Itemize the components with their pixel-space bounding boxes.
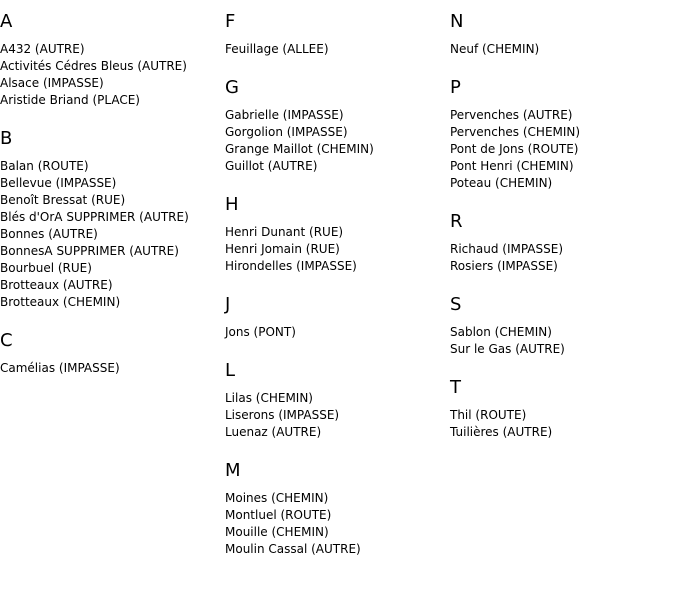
letter-group [225,360,450,441]
street-link[interactable]: Pervenches (AUTRE) [450,108,573,122]
letter-heading: S [450,294,462,315]
letter-group [450,11,675,58]
street-link[interactable]: Activités Cédres Bleus (AUTRE) [0,59,187,73]
street-list [225,324,450,341]
street-list [225,41,450,58]
group-spacer [225,341,450,360]
street-list [0,41,225,109]
group-spacer [225,58,450,77]
street-link[interactable]: Sur le Gas (AUTRE) [450,342,565,356]
street-link[interactable]: Balan (ROUTE) [0,159,89,173]
group-spacer [450,58,675,77]
letter-group [450,211,675,275]
street-link[interactable]: Lilas (CHEMIN) [225,391,313,405]
street-list [450,41,675,58]
letter-heading: L [225,360,236,381]
street-link[interactable]: Aristide Briand (PLACE) [0,93,140,107]
street-link[interactable]: BonnesA SUPPRIMER (AUTRE) [0,244,179,258]
street-link[interactable]: Jons (PONT) [225,325,296,339]
street-link[interactable]: Blés d'OrA SUPPRIMER (AUTRE) [0,210,189,224]
letter-group [225,194,450,275]
street-link[interactable]: Feuillage (ALLEE) [225,42,329,56]
street-list [0,158,225,311]
street-list [225,107,450,175]
letter-group [0,330,225,377]
group-spacer [450,275,675,294]
letter-group [225,294,450,341]
street-link[interactable]: Bonnes (AUTRE) [0,227,98,241]
street-link[interactable]: Tuilières (AUTRE) [450,425,553,439]
street-link[interactable]: Pont Henri (CHEMIN) [450,159,574,173]
letter-heading: G [225,77,239,98]
street-link[interactable]: Poteau (CHEMIN) [450,176,553,190]
street-link[interactable]: Bellevue (IMPASSE) [0,176,117,190]
letter-heading: N [450,11,464,32]
letter-heading: C [0,330,13,351]
street-link[interactable]: Benoît Bressat (RUE) [0,193,126,207]
letter-group [225,460,450,558]
letter-heading: T [450,377,461,398]
letter-heading: A [0,11,13,32]
street-link[interactable]: Pont de Jons (ROUTE) [450,142,579,156]
street-link[interactable]: Moulin Cassal (AUTRE) [225,542,361,556]
letter-group [0,128,225,311]
letter-heading: R [450,211,463,232]
letter-group [225,77,450,175]
street-link[interactable]: Gorgolion (IMPASSE) [225,125,348,139]
letter-group [450,294,675,358]
street-list [450,241,675,275]
letter-heading: H [225,194,239,215]
letter-group [0,11,225,109]
street-link[interactable]: Gabrielle (IMPASSE) [225,108,344,122]
street-link[interactable]: Bourbuel (RUE) [0,261,92,275]
group-spacer [225,175,450,194]
letter-group [450,77,675,192]
letter-heading: M [225,460,241,481]
street-link[interactable]: Neuf (CHEMIN) [450,42,540,56]
letter-heading: P [450,77,461,98]
street-link[interactable]: Brotteaux (CHEMIN) [0,295,121,309]
street-list [225,224,450,275]
street-link[interactable]: Mouille (CHEMIN) [225,525,329,539]
group-spacer [225,275,450,294]
group-spacer [0,109,225,128]
index-column-2 [225,11,450,558]
street-link[interactable]: Richaud (IMPASSE) [450,242,564,256]
letter-group [225,11,450,58]
group-spacer [225,441,450,460]
street-list [450,407,675,441]
street-list [0,360,225,377]
index-column-3 [450,11,675,441]
street-link[interactable]: Moines (CHEMIN) [225,491,329,505]
street-link[interactable]: Liserons (IMPASSE) [225,408,340,422]
street-link[interactable]: Brotteaux (AUTRE) [0,278,113,292]
street-link[interactable]: Rosiers (IMPASSE) [450,259,558,273]
street-list [450,107,675,192]
group-spacer [0,311,225,330]
street-link[interactable]: Alsace (IMPASSE) [0,76,104,90]
letter-heading: B [0,128,13,149]
letter-heading: F [225,11,236,32]
street-list [450,324,675,358]
letter-heading: J [225,294,231,315]
index-column-1 [0,11,225,377]
street-link[interactable]: Henri Dunant (RUE) [225,225,344,239]
street-link[interactable]: Pervenches (CHEMIN) [450,125,581,139]
group-spacer [450,358,675,377]
street-link[interactable]: Henri Jomain (RUE) [225,242,340,256]
group-spacer [450,192,675,211]
street-link[interactable]: Guillot (AUTRE) [225,159,318,173]
street-link[interactable]: Montluel (ROUTE) [225,508,332,522]
street-link[interactable]: A432 (AUTRE) [0,42,85,56]
street-link[interactable]: Sablon (CHEMIN) [450,325,552,339]
street-link[interactable]: Thil (ROUTE) [450,408,527,422]
street-link[interactable]: Hirondelles (IMPASSE) [225,259,357,273]
letter-group [450,377,675,441]
street-link[interactable]: Luenaz (AUTRE) [225,425,322,439]
street-list [225,490,450,558]
street-link[interactable]: Grange Maillot (CHEMIN) [225,142,374,156]
street-list [225,390,450,441]
street-link[interactable]: Camélias (IMPASSE) [0,361,120,375]
